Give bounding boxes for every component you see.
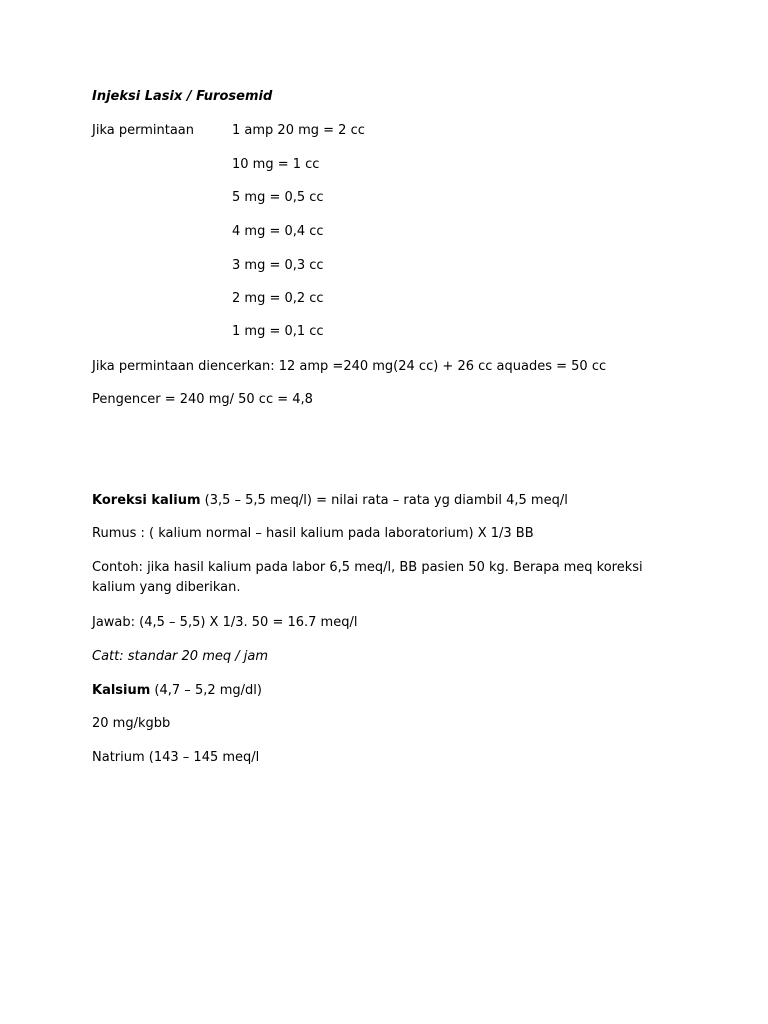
dose-line-1: 1 amp 20 mg = 2 cc <box>232 123 365 138</box>
dose-line-7: 1 mg = 0,1 cc <box>232 324 324 339</box>
dose-line-5: 3 mg = 0,3 cc <box>232 258 324 273</box>
dose-line-3: 5 mg = 0,5 cc <box>232 190 324 205</box>
dose-line-6: 2 mg = 0,2 cc <box>232 291 324 306</box>
kalsium-dose: 20 mg/kgbb <box>92 716 171 731</box>
dose-line-4: 4 mg = 0,4 cc <box>232 224 324 239</box>
natrium-line: Natrium (143 – 145 meq/l <box>92 750 260 765</box>
kalsium-range: (4,7 – 5,2 mg/dl) <box>150 683 262 698</box>
furosemid-diluted: Jika permintaan diencerkan: 12 amp =240 mg(24 cc) + 26 cc aquades = 50 cc <box>92 359 607 374</box>
furosemid-title: Injeksi Lasix / Furosemid <box>92 89 273 104</box>
kalium-heading: Koreksi kalium <box>92 493 201 508</box>
furosemid-request-row <box>92 121 365 141</box>
dose-line-2: 10 mg = 1 cc <box>232 157 320 172</box>
kalium-formula: Rumus : ( kalium normal – hasil kalium pada laboratorium) X 1/3 BB <box>92 526 534 541</box>
furosemid-request-label: Jika permintaan <box>92 123 194 138</box>
kalsium-heading-row <box>92 681 262 701</box>
kalium-heading-row <box>92 491 568 511</box>
kalium-example: Contoh: jika hasil kalium pada labor 6,5 meq/l, BB pasien 50 kg. Berapa meq koreksi kalium yang diberikan. <box>92 560 643 595</box>
kalium-note: Catt: standar 20 meq / jam <box>92 649 268 664</box>
kalsium-heading: Kalsium <box>92 683 151 698</box>
furosemid-diluent: Pengencer = 240 mg/ 50 cc = 4,8 <box>92 392 313 407</box>
kalium-range: (3,5 – 5,5 meq/l) = nilai rata – rata yg diambil 4,5 meq/l <box>200 493 568 508</box>
kalium-answer: Jawab: (4,5 – 5,5) X 1/3. 50 = 16.7 meq/l <box>92 615 358 630</box>
